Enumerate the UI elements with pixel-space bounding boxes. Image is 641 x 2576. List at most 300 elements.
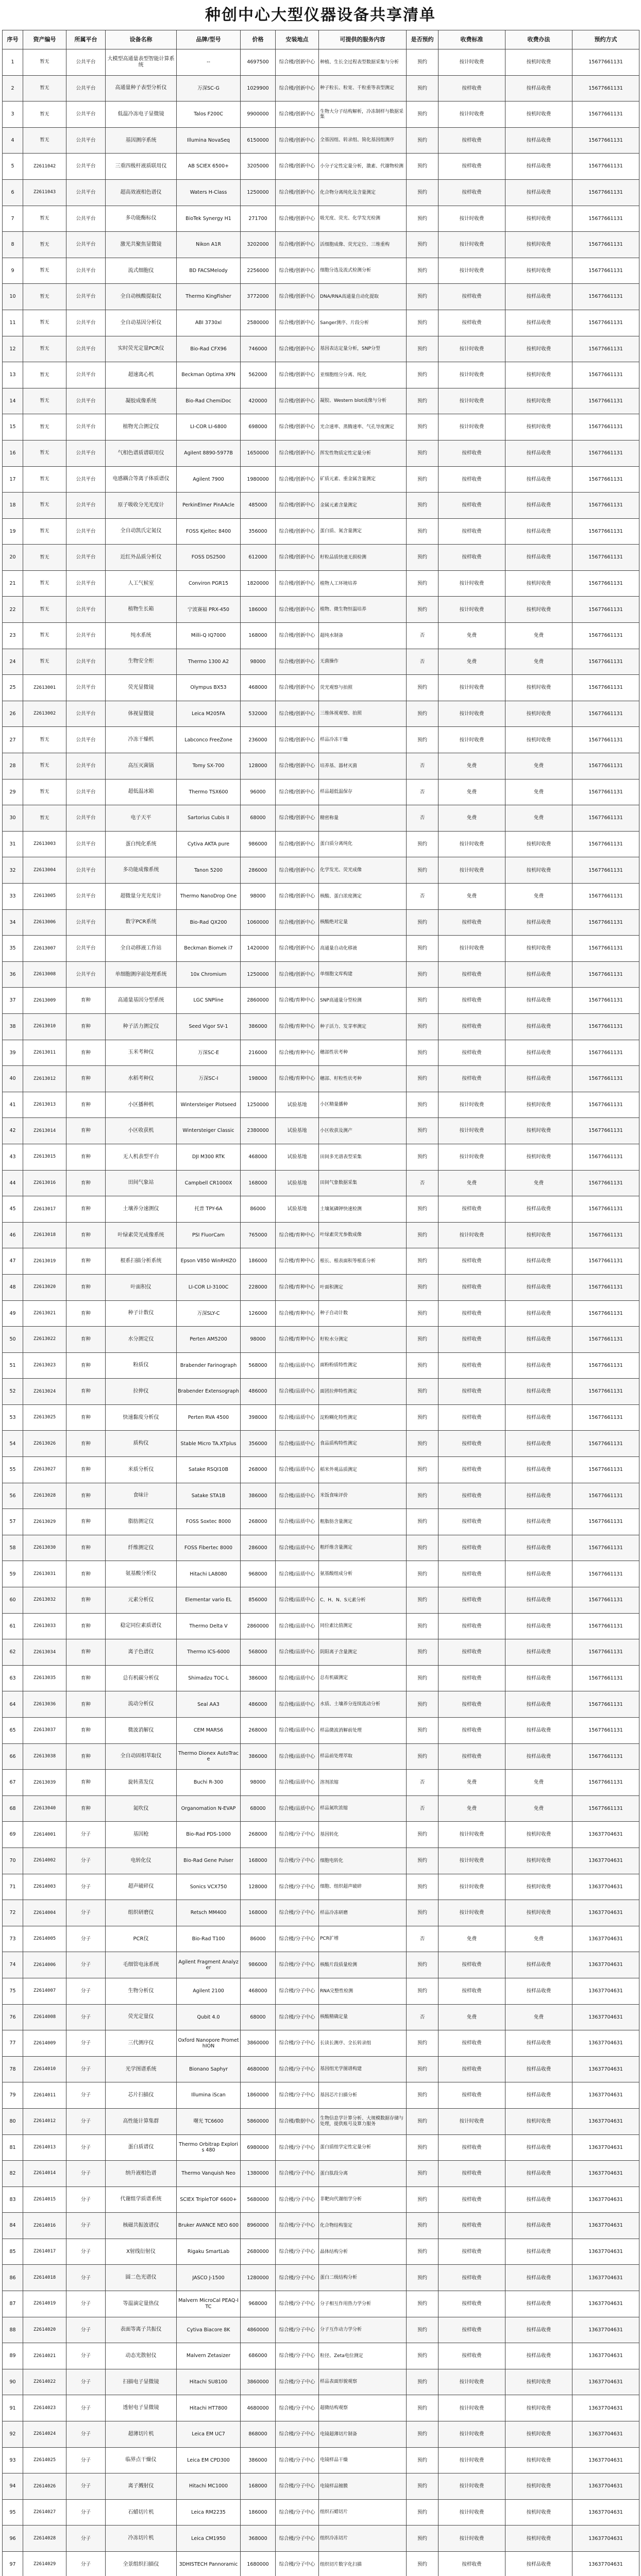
cell-services: 穗部、籽粒性状考种 (319, 1066, 407, 1092)
cell-booking-contact: 15677661131 (572, 127, 639, 154)
cell-index: 87 (3, 2291, 23, 2317)
cell-services: 叶绿素荧光参数成像 (319, 1222, 407, 1248)
cell-booking-contact: 13637704631 (572, 2082, 639, 2109)
cell-asset-id: Z2614029 (23, 2552, 66, 2576)
cell-price: 128000 (241, 1874, 276, 1900)
cell-platform: 分子 (66, 1978, 106, 2004)
cell-booking-contact: 15677661131 (572, 1457, 639, 1483)
cell-device-name: 全自动凯氏定氮仪 (106, 518, 177, 545)
cell-asset-id: Z2613021 (23, 1300, 66, 1327)
cell-reservation: 预约 (407, 1274, 438, 1300)
header-booking-contact: 预约方式 (572, 30, 639, 49)
cell-device-name: 全景组织扫描仪 (106, 2552, 177, 2576)
cell-services: 根长、根表面积等根系分析 (319, 1248, 407, 1275)
table-row (3, 2004, 639, 2030)
cell-booking-contact: 15677661131 (572, 1404, 639, 1431)
cell-services: 蛋白质分离纯化 (319, 831, 407, 857)
cell-index: 13 (3, 362, 23, 388)
cell-booking-contact: 15677661131 (572, 597, 639, 623)
cell-asset-id: Z2613004 (23, 857, 66, 884)
cell-index: 18 (3, 493, 23, 519)
cell-index: 5 (3, 154, 23, 180)
cell-fee-standard: 免费 (438, 1170, 505, 1196)
cell-price: 2380000 (241, 1118, 276, 1144)
cell-index: 61 (3, 1613, 23, 1639)
cell-price: 1250000 (241, 961, 276, 988)
cell-platform: 育种 (66, 1718, 106, 1744)
cell-brand-model: Bio-Rad ChemiDoc (177, 388, 241, 414)
cell-device-name: 基因测序系统 (106, 127, 177, 154)
cell-booking-contact: 13637704631 (572, 1848, 639, 1874)
cell-device-name: 质构仪 (106, 1431, 177, 1457)
cell-device-name: 表面等离子共振仪 (106, 2317, 177, 2343)
cell-booking-contact: 15677661131 (572, 1300, 639, 1327)
cell-location: 综合楼/创新中心 (276, 49, 319, 76)
cell-fee-method: 按样品收费 (505, 2056, 572, 2082)
cell-device-name: 超声破碎仪 (106, 1874, 177, 1900)
cell-brand-model: Agilent 8890-5977B (177, 440, 241, 466)
cell-booking-contact: 13637704631 (572, 1900, 639, 1926)
cell-fee-method: 按机时收费 (505, 2526, 572, 2552)
cell-fee-standard: 按样收费 (438, 1743, 505, 1770)
cell-reservation: 预约 (407, 1535, 438, 1561)
cell-fee-method: 免费 (505, 1770, 572, 1796)
cell-location: 综合楼/品质中心 (276, 1718, 319, 1744)
table-row (3, 310, 639, 336)
cell-services: 精密称量 (319, 805, 407, 832)
cell-device-name: 近红外品质分析仪 (106, 545, 177, 571)
cell-fee-standard: 按样收费 (438, 154, 505, 180)
cell-brand-model: Bruker AVANCE NEO 600 (177, 2213, 241, 2239)
table-row (3, 570, 639, 597)
cell-reservation: 预约 (407, 49, 438, 76)
cell-booking-contact: 15677661131 (572, 1691, 639, 1718)
cell-reservation: 预约 (407, 336, 438, 362)
cell-fee-method: 按样品收费 (505, 1040, 572, 1066)
table-row (3, 1222, 639, 1248)
cell-reservation: 否 (407, 884, 438, 910)
table-row (3, 2056, 639, 2082)
cell-booking-contact: 13637704631 (572, 1952, 639, 1978)
table-row (3, 2239, 639, 2265)
cell-fee-standard: 按样收费 (438, 1691, 505, 1718)
cell-location: 综合楼/分子中心 (276, 2161, 319, 2187)
cell-asset-id: Z2614007 (23, 1978, 66, 2004)
cell-index: 80 (3, 2108, 23, 2134)
cell-index: 43 (3, 1144, 23, 1170)
cell-location: 综合楼/分子中心 (276, 2395, 319, 2421)
cell-platform: 公共平台 (66, 258, 106, 284)
cell-booking-contact: 13637704631 (572, 2239, 639, 2265)
cell-device-name: 玉米考种仪 (106, 1040, 177, 1066)
cell-device-name: 流动分析仪 (106, 1691, 177, 1718)
cell-asset-id: Z2613011 (23, 1040, 66, 1066)
table-row (3, 127, 639, 154)
cell-booking-contact: 15677661131 (572, 154, 639, 180)
cell-reservation: 预约 (407, 2447, 438, 2473)
cell-index: 83 (3, 2187, 23, 2213)
cell-platform: 育种 (66, 1352, 106, 1379)
cell-reservation: 预约 (407, 1743, 438, 1770)
cell-device-name: 生物分析仪 (106, 1978, 177, 2004)
cell-device-name: 超低温冰箱 (106, 779, 177, 805)
cell-services: 样品微波消解前处理 (319, 1718, 407, 1744)
cell-reservation: 预约 (407, 1613, 438, 1639)
cell-price: 986000 (241, 1952, 276, 1978)
cell-fee-method: 按样品收费 (505, 75, 572, 101)
cell-price: 420000 (241, 388, 276, 414)
cell-asset-id: Z2614006 (23, 1952, 66, 1978)
cell-brand-model: 3DHISTECH Pannoramic (177, 2552, 241, 2576)
cell-fee-standard: 按计时收费 (438, 2447, 505, 2473)
cell-platform: 公共平台 (66, 884, 106, 910)
cell-platform: 育种 (66, 1327, 106, 1353)
cell-brand-model: Campbell CR1000X (177, 1170, 241, 1196)
cell-services: 样品氮吹浓缩 (319, 1795, 407, 1822)
cell-fee-standard: 按计时收费 (438, 49, 505, 76)
cell-device-name: 透射电子显微镜 (106, 2395, 177, 2421)
cell-location: 综合楼/育种中心 (276, 1248, 319, 1275)
table-row (3, 1457, 639, 1483)
cell-reservation: 预约 (407, 831, 438, 857)
cell-fee-standard: 免费 (438, 884, 505, 910)
cell-asset-id: 暂无 (23, 805, 66, 832)
table-row (3, 179, 639, 206)
header-reservation: 是否预约 (407, 30, 438, 49)
cell-location: 综合楼/品质中心 (276, 1457, 319, 1483)
cell-price: 485000 (241, 493, 276, 519)
cell-reservation: 预约 (407, 232, 438, 258)
cell-reservation: 预约 (407, 1066, 438, 1092)
cell-fee-method: 按样品收费 (505, 284, 572, 310)
cell-price: 1250000 (241, 1092, 276, 1118)
cell-index: 67 (3, 1770, 23, 1796)
cell-fee-standard: 按样收费 (438, 1013, 505, 1040)
cell-fee-method: 按样品收费 (505, 1404, 572, 1431)
cell-location: 综合楼/创新中心 (276, 805, 319, 832)
cell-price: 8960000 (241, 2213, 276, 2239)
cell-asset-id: Z2614022 (23, 2369, 66, 2395)
table-row (3, 2291, 639, 2317)
table-row (3, 597, 639, 623)
cell-index: 70 (3, 1848, 23, 1874)
cell-fee-method: 按样品收费 (505, 2265, 572, 2291)
cell-asset-id: 暂无 (23, 336, 66, 362)
cell-services: 无菌操作 (319, 649, 407, 675)
cell-device-name: 全自动移液工作站 (106, 936, 177, 962)
cell-location: 综合楼/创新中心 (276, 545, 319, 571)
cell-brand-model: Beckman Biomek i7 (177, 936, 241, 962)
cell-asset-id: 暂无 (23, 49, 66, 76)
table-row (3, 1926, 639, 1952)
cell-location: 综合楼/品质中心 (276, 1587, 319, 1614)
cell-device-name: 高压灭菌锅 (106, 753, 177, 779)
cell-booking-contact: 13637704631 (572, 2161, 639, 2187)
cell-location: 试验基地 (276, 1092, 319, 1118)
cell-platform: 公共平台 (66, 101, 106, 128)
cell-platform: 育种 (66, 1144, 106, 1170)
cell-fee-method: 按样品收费 (505, 961, 572, 988)
cell-fee-standard: 免费 (438, 1926, 505, 1952)
table-row (3, 961, 639, 988)
cell-price: 746000 (241, 336, 276, 362)
cell-fee-standard: 按计时收费 (438, 101, 505, 128)
cell-device-name: 脂肪测定仪 (106, 1509, 177, 1535)
cell-booking-contact: 13637704631 (572, 2134, 639, 2161)
cell-price: 468000 (241, 1978, 276, 2004)
cell-asset-id: Z2613007 (23, 936, 66, 962)
cell-location: 综合楼/分子中心 (276, 1874, 319, 1900)
cell-platform: 公共平台 (66, 284, 106, 310)
cell-price: 486000 (241, 1379, 276, 1405)
cell-device-name: 全自动核酸提取仪 (106, 284, 177, 310)
cell-booking-contact: 15677661131 (572, 1196, 639, 1223)
cell-fee-method: 免费 (505, 1926, 572, 1952)
cell-device-name: 植物光合测定仪 (106, 414, 177, 440)
cell-booking-contact: 15677661131 (572, 1665, 639, 1691)
cell-index: 86 (3, 2265, 23, 2291)
table-row (3, 753, 639, 779)
cell-fee-standard: 按样收费 (438, 961, 505, 988)
cell-index: 29 (3, 779, 23, 805)
cell-device-name: 数字PCR系统 (106, 909, 177, 936)
cell-services: 小分子定性定量分析，激素、代谢物检测 (319, 154, 407, 180)
cell-platform: 育种 (66, 1431, 106, 1457)
cell-fee-method: 按机时收费 (505, 206, 572, 232)
cell-booking-contact: 15677661131 (572, 258, 639, 284)
cell-device-name: 实时荧光定量PCR仪 (106, 336, 177, 362)
cell-asset-id: Z2613002 (23, 701, 66, 727)
cell-location: 综合楼/品质中心 (276, 1613, 319, 1639)
cell-booking-contact: 15677661131 (572, 75, 639, 101)
cell-fee-standard: 按样收费 (438, 1613, 505, 1639)
cell-asset-id: Z2613031 (23, 1561, 66, 1587)
cell-reservation: 预约 (407, 1118, 438, 1144)
cell-fee-method: 按样品收费 (505, 1013, 572, 1040)
cell-fee-method: 按样品收费 (505, 1066, 572, 1092)
cell-index: 82 (3, 2161, 23, 2187)
cell-brand-model: 万深SC-E (177, 1040, 241, 1066)
cell-platform: 育种 (66, 1222, 106, 1248)
cell-price: 968000 (241, 1561, 276, 1587)
cell-services: 金属元素含量测定 (319, 493, 407, 519)
cell-booking-contact: 15677661131 (572, 753, 639, 779)
cell-index: 84 (3, 2213, 23, 2239)
cell-brand-model: Bio-Rad PDS-1000 (177, 1822, 241, 1848)
cell-price: 5680000 (241, 2187, 276, 2213)
table-row (3, 1196, 639, 1223)
cell-reservation: 预约 (407, 597, 438, 623)
cell-reservation: 预约 (407, 1379, 438, 1405)
cell-asset-id: Z2613029 (23, 1509, 66, 1535)
cell-services: 光合速率、蒸腾速率、气孔导度测定 (319, 414, 407, 440)
cell-fee-standard: 免费 (438, 753, 505, 779)
cell-asset-id: Z2613015 (23, 1144, 66, 1170)
cell-price: 1820000 (241, 570, 276, 597)
cell-index: 64 (3, 1691, 23, 1718)
cell-services: 稻米外观品质测定 (319, 1457, 407, 1483)
cell-price: 686000 (241, 2343, 276, 2369)
cell-platform: 公共平台 (66, 493, 106, 519)
cell-fee-method: 按样品收费 (505, 1300, 572, 1327)
cell-fee-method: 按样品收费 (505, 1431, 572, 1457)
cell-booking-contact: 15677661131 (572, 1040, 639, 1066)
cell-platform: 公共平台 (66, 127, 106, 154)
cell-fee-standard: 按样收费 (438, 2082, 505, 2109)
cell-index: 7 (3, 206, 23, 232)
cell-asset-id: 暂无 (23, 310, 66, 336)
cell-reservation: 否 (407, 1770, 438, 1796)
cell-services: 三维体视观察、拍照 (319, 701, 407, 727)
cell-location: 综合楼/分子中心 (276, 2213, 319, 2239)
cell-fee-method: 按样品收费 (505, 2291, 572, 2317)
cell-brand-model: Tomy SX-700 (177, 753, 241, 779)
cell-index: 26 (3, 701, 23, 727)
cell-fee-method: 按机时收费 (505, 101, 572, 128)
cell-device-name: 代谢组学质谱系统 (106, 2187, 177, 2213)
cell-price: 612000 (241, 545, 276, 571)
cell-index: 75 (3, 1978, 23, 2004)
cell-device-name: 动态光散射仪 (106, 2343, 177, 2369)
cell-services: 同位素比值测定 (319, 1613, 407, 1639)
cell-fee-standard: 按样收费 (438, 2552, 505, 2576)
table-row (3, 258, 639, 284)
cell-fee-method: 按机时收费 (505, 936, 572, 962)
cell-index: 94 (3, 2473, 23, 2500)
cell-device-name: 高通量基因分型系统 (106, 988, 177, 1014)
cell-price: 96000 (241, 779, 276, 805)
cell-fee-standard: 免费 (438, 1795, 505, 1822)
cell-reservation: 预约 (407, 2056, 438, 2082)
cell-platform: 公共平台 (66, 154, 106, 180)
cell-price: 698000 (241, 414, 276, 440)
cell-index: 88 (3, 2317, 23, 2343)
cell-location: 综合楼/分子中心 (276, 2082, 319, 2109)
cell-services: 面粉粉质特性测定 (319, 1352, 407, 1379)
table-row (3, 154, 639, 180)
cell-services: 单细胞文库构建 (319, 961, 407, 988)
cell-brand-model: Tanon 5200 (177, 857, 241, 884)
cell-price: 968000 (241, 2291, 276, 2317)
cell-device-name: 大模型高通量表型智能计算系统 (106, 49, 177, 76)
cell-index: 17 (3, 466, 23, 493)
cell-brand-model: Illumina NovaSeq (177, 127, 241, 154)
table-row (3, 1561, 639, 1587)
header-device-name: 设备名称 (106, 30, 177, 49)
cell-device-name: 多功能酶标仪 (106, 206, 177, 232)
cell-reservation: 预约 (407, 414, 438, 440)
cell-booking-contact: 15677661131 (572, 884, 639, 910)
cell-services: 长读长测序、全长转录组 (319, 2030, 407, 2057)
cell-location: 综合楼/创新中心 (276, 232, 319, 258)
cell-price: 2256000 (241, 258, 276, 284)
cell-asset-id: Z2614019 (23, 2291, 66, 2317)
cell-device-name: 无人机表型平台 (106, 1144, 177, 1170)
cell-reservation: 预约 (407, 857, 438, 884)
cell-device-name: 人工气候室 (106, 570, 177, 597)
cell-brand-model: FOSS DS2500 (177, 545, 241, 571)
cell-index: 48 (3, 1274, 23, 1300)
cell-asset-id: Z2614027 (23, 2499, 66, 2526)
cell-brand-model: Wintersteiger Classic (177, 1118, 241, 1144)
cell-location: 综合楼/分子中心 (276, 1848, 319, 1874)
cell-location: 综合楼/创新中心 (276, 414, 319, 440)
cell-booking-contact: 15677661131 (572, 570, 639, 597)
cell-asset-id: Z2613010 (23, 1013, 66, 1040)
cell-fee-method: 按样品收费 (505, 440, 572, 466)
cell-device-name: 超速离心机 (106, 362, 177, 388)
cell-price: 386000 (241, 2447, 276, 2473)
cell-asset-id: 暂无 (23, 597, 66, 623)
table-row (3, 1118, 639, 1144)
cell-booking-contact: 15677661131 (572, 545, 639, 571)
cell-platform: 育种 (66, 1613, 106, 1639)
cell-index: 35 (3, 936, 23, 962)
cell-index: 3 (3, 101, 23, 128)
cell-platform: 公共平台 (66, 206, 106, 232)
cell-index: 55 (3, 1457, 23, 1483)
header-index: 序号 (3, 30, 23, 49)
cell-price: 4697500 (241, 49, 276, 76)
cell-fee-method: 按机时收费 (505, 1222, 572, 1248)
cell-booking-contact: 15677661131 (572, 1561, 639, 1587)
cell-platform: 分子 (66, 2317, 106, 2343)
cell-fee-standard: 按样收费 (438, 1066, 505, 1092)
cell-booking-contact: 15677661131 (572, 1066, 639, 1092)
cell-asset-id: 暂无 (23, 284, 66, 310)
cell-services: 种子活力、发芽率测定 (319, 1013, 407, 1040)
table-row (3, 649, 639, 675)
cell-booking-contact: 15677661131 (572, 362, 639, 388)
cell-fee-method: 按样品收费 (505, 1613, 572, 1639)
cell-fee-method: 按机时收费 (505, 1144, 572, 1170)
cell-platform: 分子 (66, 2239, 106, 2265)
cell-fee-method: 按样品收费 (505, 1718, 572, 1744)
cell-fee-method: 按机时收费 (505, 570, 572, 597)
cell-price: 9900000 (241, 101, 276, 128)
cell-booking-contact: 13637704631 (572, 2030, 639, 2057)
table-row (3, 1327, 639, 1353)
table-row (3, 1613, 639, 1639)
cell-services: 超微结构观察 (319, 2395, 407, 2421)
cell-brand-model: Leica M205FA (177, 701, 241, 727)
cell-booking-contact: 15677661131 (572, 1535, 639, 1561)
cell-asset-id: 暂无 (23, 388, 66, 414)
cell-booking-contact: 13637704631 (572, 2213, 639, 2239)
cell-brand-model: SCIEX TripleTOF 6600+ (177, 2187, 241, 2213)
cell-reservation: 预约 (407, 258, 438, 284)
cell-fee-standard: 按计时收费 (438, 727, 505, 753)
cell-fee-method: 按机时收费 (505, 258, 572, 284)
cell-reservation: 预约 (407, 1718, 438, 1744)
cell-location: 综合楼/创新中心 (276, 857, 319, 884)
cell-booking-contact: 13637704631 (572, 2552, 639, 2576)
cell-index: 25 (3, 675, 23, 701)
cell-fee-method: 按机时收费 (505, 362, 572, 388)
cell-asset-id: Z2613014 (23, 1118, 66, 1144)
cell-reservation: 预约 (407, 2317, 438, 2343)
table-row (3, 2499, 639, 2526)
cell-platform: 分子 (66, 2473, 106, 2500)
cell-services: 组织石蜡切片 (319, 2499, 407, 2526)
table-row (3, 936, 639, 962)
cell-fee-method: 按机时收费 (505, 1848, 572, 1874)
cell-fee-standard: 按样收费 (438, 1561, 505, 1587)
cell-brand-model: 万深SC-G (177, 75, 241, 101)
cell-fee-standard: 免费 (438, 2004, 505, 2030)
cell-index: 96 (3, 2526, 23, 2552)
cell-device-name: 电子天平 (106, 805, 177, 832)
